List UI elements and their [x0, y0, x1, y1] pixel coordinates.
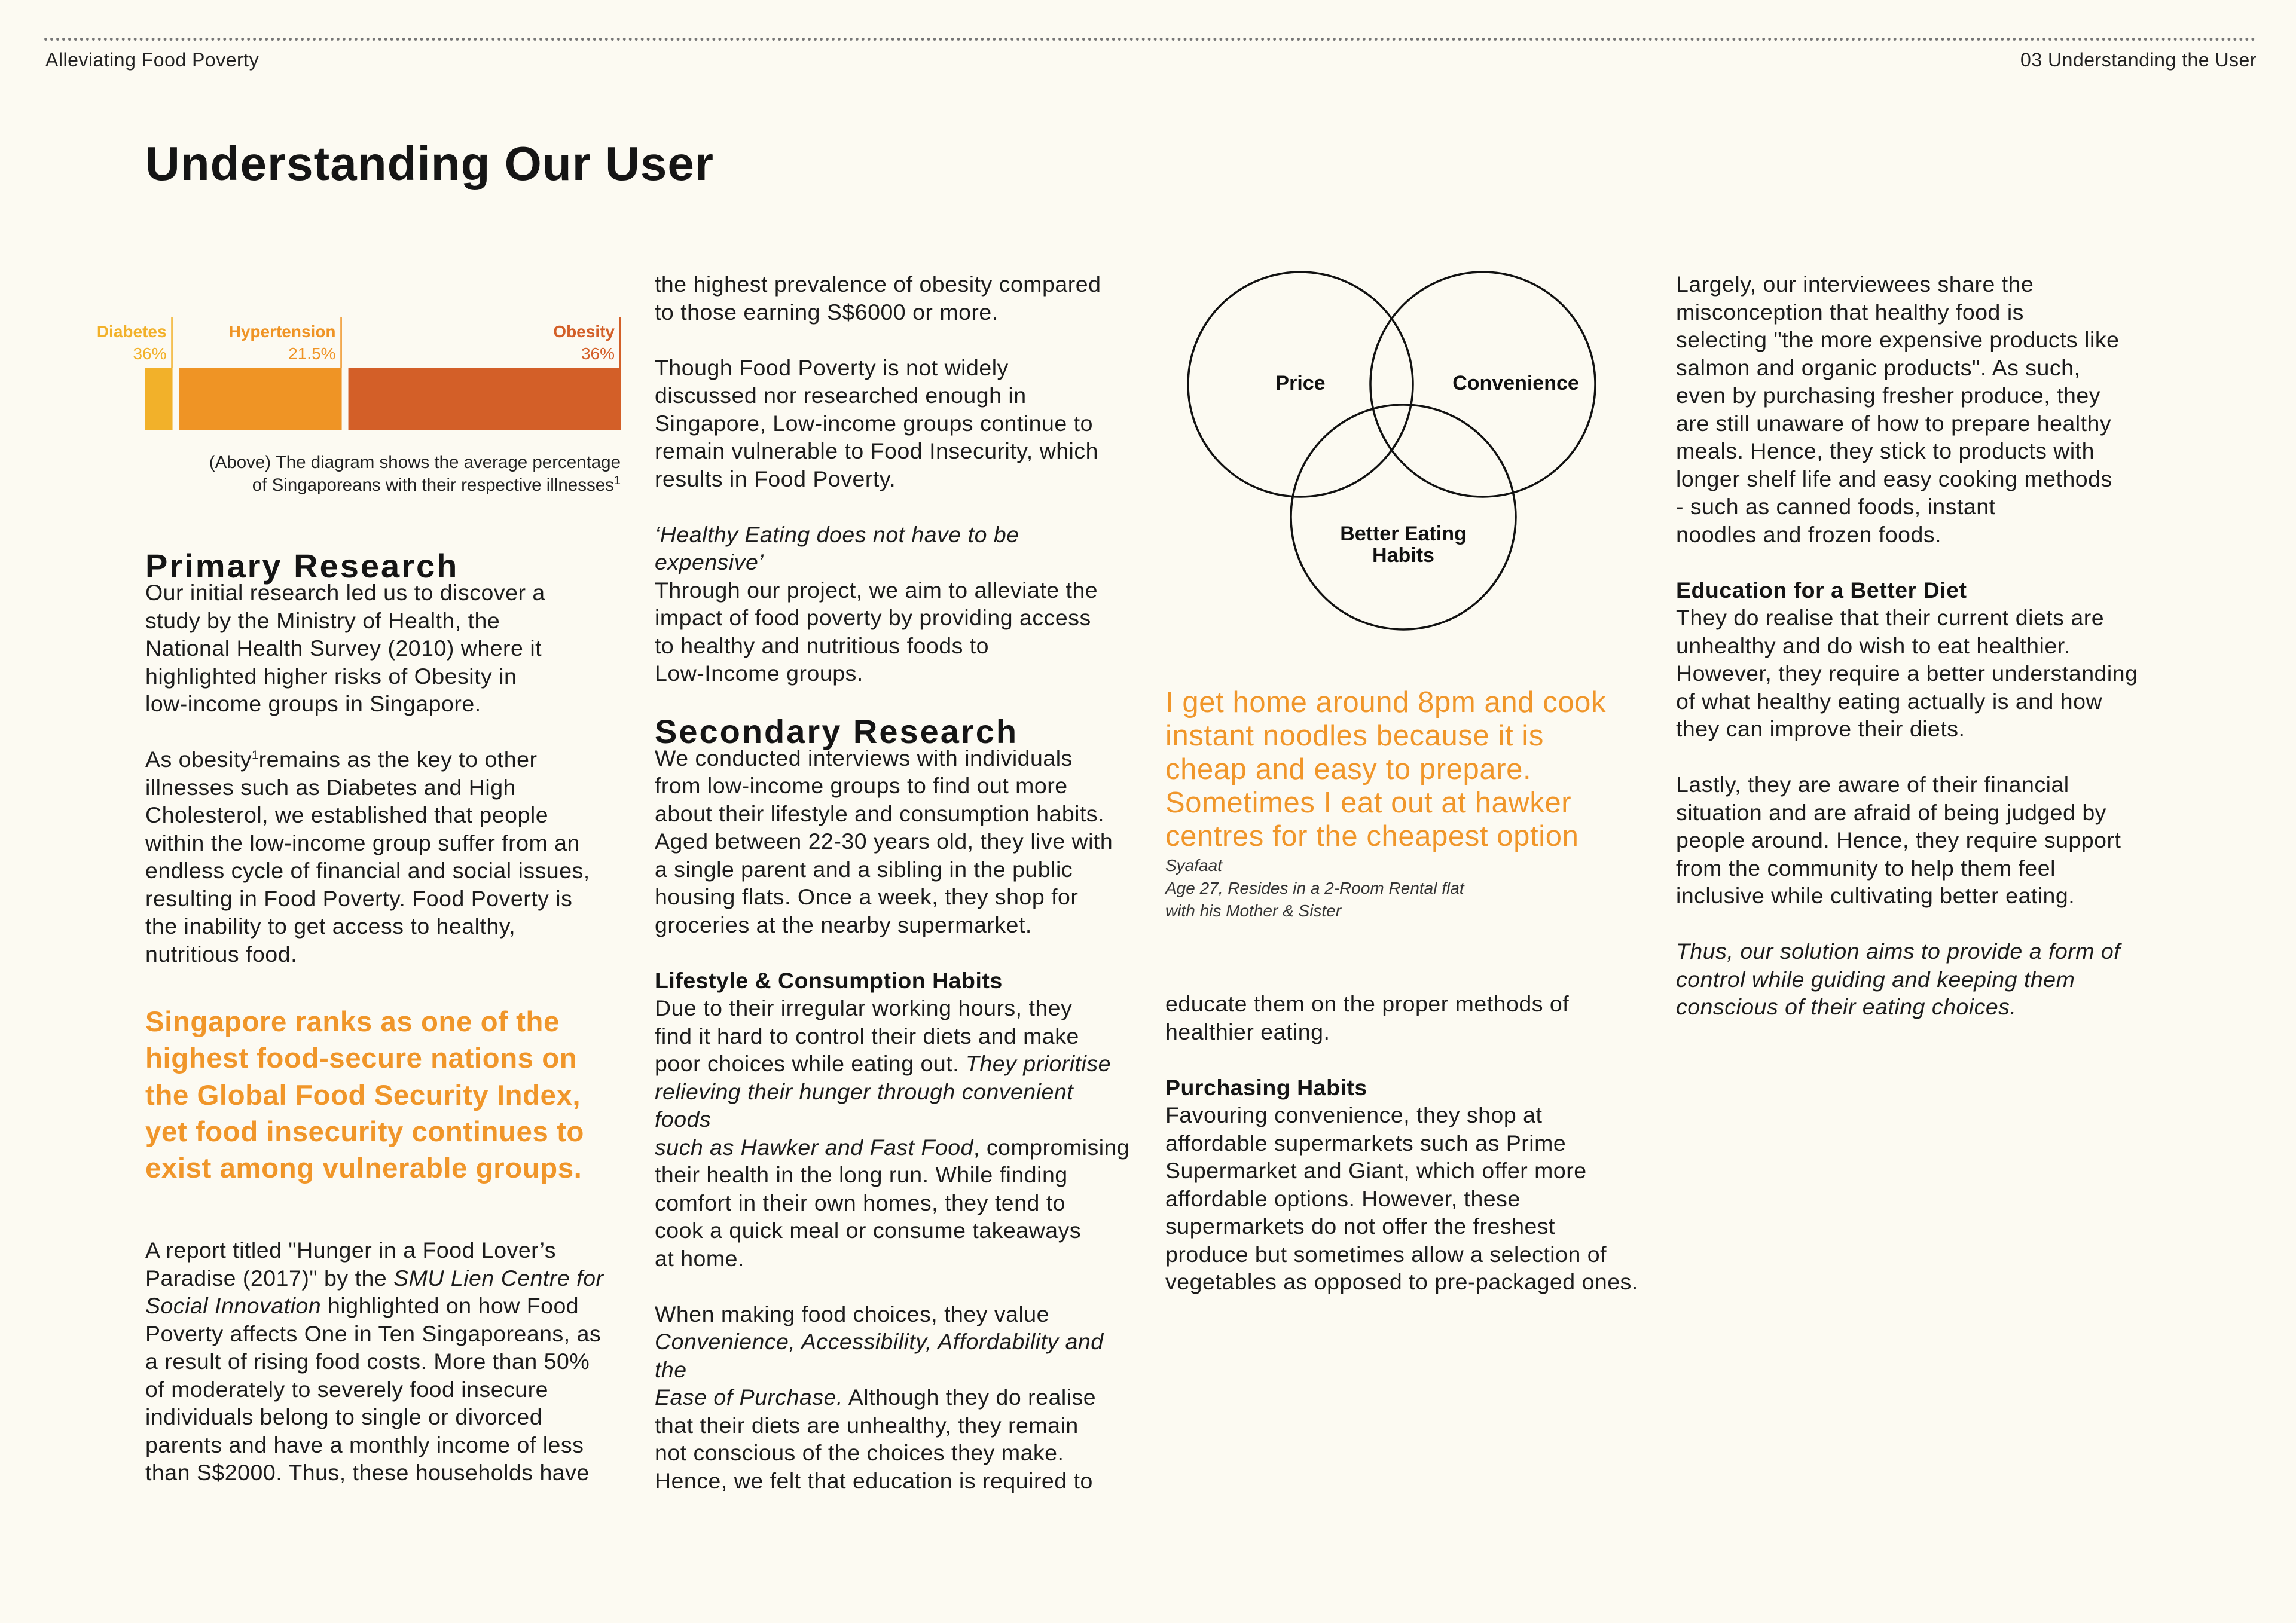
primary-research-paragraph-2 [145, 745, 624, 968]
education-paragraph: educate them on the proper methods of healthier eating. [1165, 991, 1570, 1044]
primary-research-heading: Primary Research [145, 547, 459, 585]
running-header-section: 03 Understanding the User [2020, 49, 2257, 71]
category-label-obesity: Obesity [553, 322, 615, 341]
misconception-paragraph: Largely, our interviewees share the misconception that healthy food is selecting "the more expensive products like salmon and organic products". As such, even by purchasing fresher produce, they are still unaware of how to prepare healthy meals. Hence, they stick to products with longer shelf life and easy cooking methods - such as canned foods, instant noodles and frozen foods. [1676, 271, 2120, 547]
lifestyle-paragraph [655, 994, 1133, 1272]
venn-label-price: Price [1275, 372, 1326, 395]
venn-label-habits: Habits [1372, 544, 1434, 567]
smu-lien-centre-text: SMU Lien Centre for Social Innovation [145, 1265, 604, 1319]
column-2 [655, 270, 1133, 1494]
food-choices-text: When making food choices, they value [655, 1301, 1050, 1326]
header-dotted-divider [44, 38, 2257, 41]
bar-chart-svg [96, 317, 621, 436]
financial-situation-paragraph: Lastly, they are aware of their financial situation and are afraid of being judged by people around. Hence, they require support from the community to help them feel inclusive while cultivating better eating. [1676, 772, 2121, 908]
running-header-title: Alleviating Food Poverty [45, 49, 259, 71]
chart-caption-line2: of Singaporeans with their respective illnesses [252, 475, 614, 495]
quote-attribution-detail: Age 27, Resides in a 2-Room Rental flat with his Mother & Sister [1165, 879, 1464, 920]
primary-research-paragraph-1: Our initial research led us to discover a study by the Ministry of Health, the National Health Survey (2010) where it highlighted higher risks of Obesity in low-income groups in Singapore. [145, 580, 545, 716]
project-aim-paragraph [655, 521, 1133, 687]
secondary-research-paragraph: We conducted interviews with individuals from low-income groups to find out more about their lifestyle and consumption habits. Aged between 22-30 years old, they live with a single parent and a sibling in the public housing flats. Once a week, they shop for groceries at the nearby supermarket. [655, 745, 1113, 937]
venn-circle-better-eating [1291, 405, 1516, 629]
solution-paragraph: Thus, our solution aims to provide a form of control while guiding and keeping them conscious of their eating choices. [1676, 939, 2121, 1019]
obesity-text: As obesity [145, 747, 252, 772]
chart-caption [209, 451, 621, 497]
footnote-marker: 1 [252, 748, 259, 762]
project-aim-text: Through our project, we aim to alleviate the impact of food poverty by providing access to healthy and nutritious foods to Low-Income groups. [655, 577, 1098, 686]
lifestyle-text: Due to their irregular working hours, they find it hard to control their diets and make poor choices while eating out. [655, 995, 1079, 1076]
lifestyle-italic-text: They prioritise relieving their hunger through convenient foods such as Hawker and Fast Food [655, 1051, 1111, 1160]
secondary-research-heading: Secondary Research [655, 712, 1019, 750]
quote-attribution-name: Syafaat [1165, 856, 1222, 875]
food-security-callout: Singapore ranks as one of the highest food-secure nations on the Global Food Security Index, yet food insecurity continues to exist among vulnerable groups. [145, 1006, 584, 1185]
value-label-obesity: 36% [581, 344, 615, 363]
food-choices-text-cont: Although they do realise that their diets are unhealthy, they remain not conscious of the choices they make. Hence, we felt that education is required to [655, 1384, 1097, 1493]
education-diet-heading: Education for a Better Diet [1676, 577, 1967, 603]
healthy-eating-tagline: ‘Healthy Eating does not have to be expensive’ [655, 521, 1019, 574]
purchasing-habits-paragraph: Favouring convenience, they shop at affordable supermarkets such as Prime Supermarket and Giant, which offer more affordable options. However, these supermarkets do not offer the freshest produce but sometimes allow a selection of vegetables as opposed to pre-packaged ones. [1165, 1102, 1638, 1294]
interview-quote-block [1165, 686, 1644, 922]
report-text: A report titled "Hunger in a Food Lover’s Paradise (2017)" by the [145, 1237, 556, 1291]
page-title: Understanding Our User [145, 137, 715, 190]
lifestyle-heading: Lifestyle & Consumption Habits [655, 967, 1003, 993]
chart-caption-footnote: 1 [613, 474, 621, 488]
venn-label-better-eating: Better Eating [1340, 522, 1467, 545]
category-label-hypertension: Hypertension [228, 322, 336, 341]
education-diet-paragraph: They do realise that their current diets are unhealthy and do wish to eat healthier. However, they require a better understanding of what healthy eating actually is and how they can improve their diets. [1676, 605, 2138, 741]
bar-obesity [349, 368, 621, 430]
obesity-prevalence-paragraph: the highest prevalence of obesity compared to those earning S$6000 or more. [655, 271, 1101, 325]
food-choices-paragraph [655, 1300, 1133, 1495]
column-4 [1676, 270, 2154, 1021]
chart-caption-line1: (Above) The diagram shows the average percentage [209, 453, 621, 472]
food-poverty-paragraph: Though Food Poverty is not widely discussed nor researched enough in Singapore, Low-income groups continue to remain vulnerable to Food Insecurity, which results in Food Poverty. [655, 354, 1098, 491]
column-3 [1165, 990, 1644, 1296]
venn-diagram [1190, 268, 1644, 638]
venn-label-convenience: Convenience [1452, 372, 1579, 395]
interview-quote: I get home around 8pm and cook instant noodles because it is cheap and easy to prepare. Sometimes I eat out at hawker centres for the cheapest option [1165, 686, 1607, 852]
lifestyle-text-cont: , compromising their health in the long run. While finding comfort in their own homes, they tend to cook a quick meal or consume takeaways at home. [655, 1134, 1130, 1271]
value-label-diabetes: 36% [133, 344, 167, 363]
obesity-text-cont: remains as the key to other illnesses such as Diabetes and High Cholesterol, we established that people within the low-income group suffer from an endless cycle of financial and social issues, resulting in Food Poverty. Food Poverty is the inability to get access to healthy, nutritious food. [145, 747, 590, 967]
primary-research-paragraph-3 [145, 1236, 624, 1487]
food-choices-italic-text: Convenience, Accessibility, Affordability and the Ease of Purchase. [655, 1329, 1104, 1410]
bar-diabetes [145, 368, 173, 430]
bar-hypertension [179, 368, 342, 430]
category-label-diabetes: Diabetes [96, 322, 167, 341]
purchasing-habits-heading: Purchasing Habits [1165, 1074, 1367, 1100]
primary-research-section [145, 547, 624, 1487]
illness-bar-chart [96, 317, 621, 502]
report-text-cont: highlighted on how Food Poverty affects One in Ten Singaporeans, as a result of rising food costs. More than 50% of moderately to severely food insecure individuals belong to single or divorced parents and have a monthly income of less than S$2000. Thus, these households have [145, 1293, 602, 1486]
value-label-hypertension: 21.5% [288, 344, 336, 363]
